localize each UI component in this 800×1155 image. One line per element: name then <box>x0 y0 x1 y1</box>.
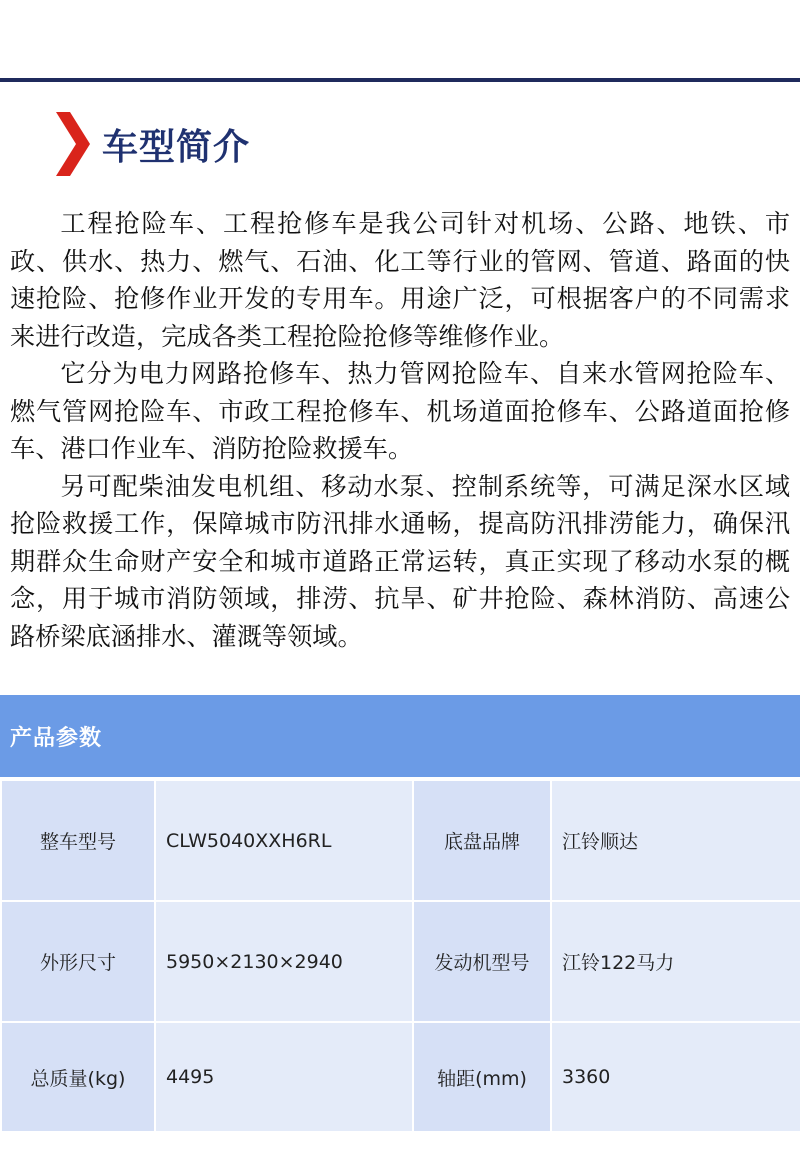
param-label: 轴距(mm) <box>414 1023 550 1131</box>
param-label: 外形尺寸 <box>2 902 154 1021</box>
chevron-right-icon <box>56 112 90 176</box>
param-label: 发动机型号 <box>414 902 550 1021</box>
param-value: CLW5040XXH6RL <box>156 781 412 900</box>
section-header <box>56 112 250 176</box>
param-label: 整车型号 <box>2 781 154 900</box>
params-table <box>0 779 800 1133</box>
table-row <box>2 781 800 900</box>
param-value: 江铃顺达 <box>552 781 800 900</box>
params-header <box>0 695 800 777</box>
param-value: 江铃122马力 <box>552 902 800 1021</box>
param-label: 底盘品牌 <box>414 781 550 900</box>
table-row <box>2 1023 800 1131</box>
intro-paragraph: 它分为电力网路抢修车、热力管网抢险车、自来水管网抢险车、燃气管网抢险车、市政工程抢修车、机场道面抢修车、公路道面抢修车、港口作业车、消防抢险救援车。 <box>10 359 790 463</box>
param-value: 5950×2130×2940 <box>156 902 412 1021</box>
intro-text <box>10 205 790 655</box>
intro-paragraph: 工程抢险车、工程抢修车是我公司针对机场、公路、地铁、市政、供水、热力、燃气、石油、化工等行业的管网、管道、路面的快速抢险、抢修作业开发的专用车。用途广泛，可根据客户的不同需求来进行改造，完成各类工程抢险抢修等维修作业。 <box>10 209 790 351</box>
param-value: 4495 <box>156 1023 412 1131</box>
params-title: 产品参数 <box>10 725 103 751</box>
section-title: 车型简介 <box>102 126 251 168</box>
param-value: 3360 <box>552 1023 800 1131</box>
intro-paragraph: 另可配柴油发电机组、移动水泵、控制系统等，可满足深水区域抢险救援工作，保障城市防汛排水通畅，提高防汛排涝能力，确保汛期群众生命财产安全和城市道路正常运转，真正实现了移动水泵的概念，用于城市消防领域，排涝、抗旱、矿井抢险、森林消防、高速公路桥梁底涵排水、灌溉等领域。 <box>10 471 790 651</box>
param-label: 总质量(kg) <box>2 1023 154 1131</box>
top-divider <box>0 78 800 82</box>
table-row <box>2 902 800 1021</box>
